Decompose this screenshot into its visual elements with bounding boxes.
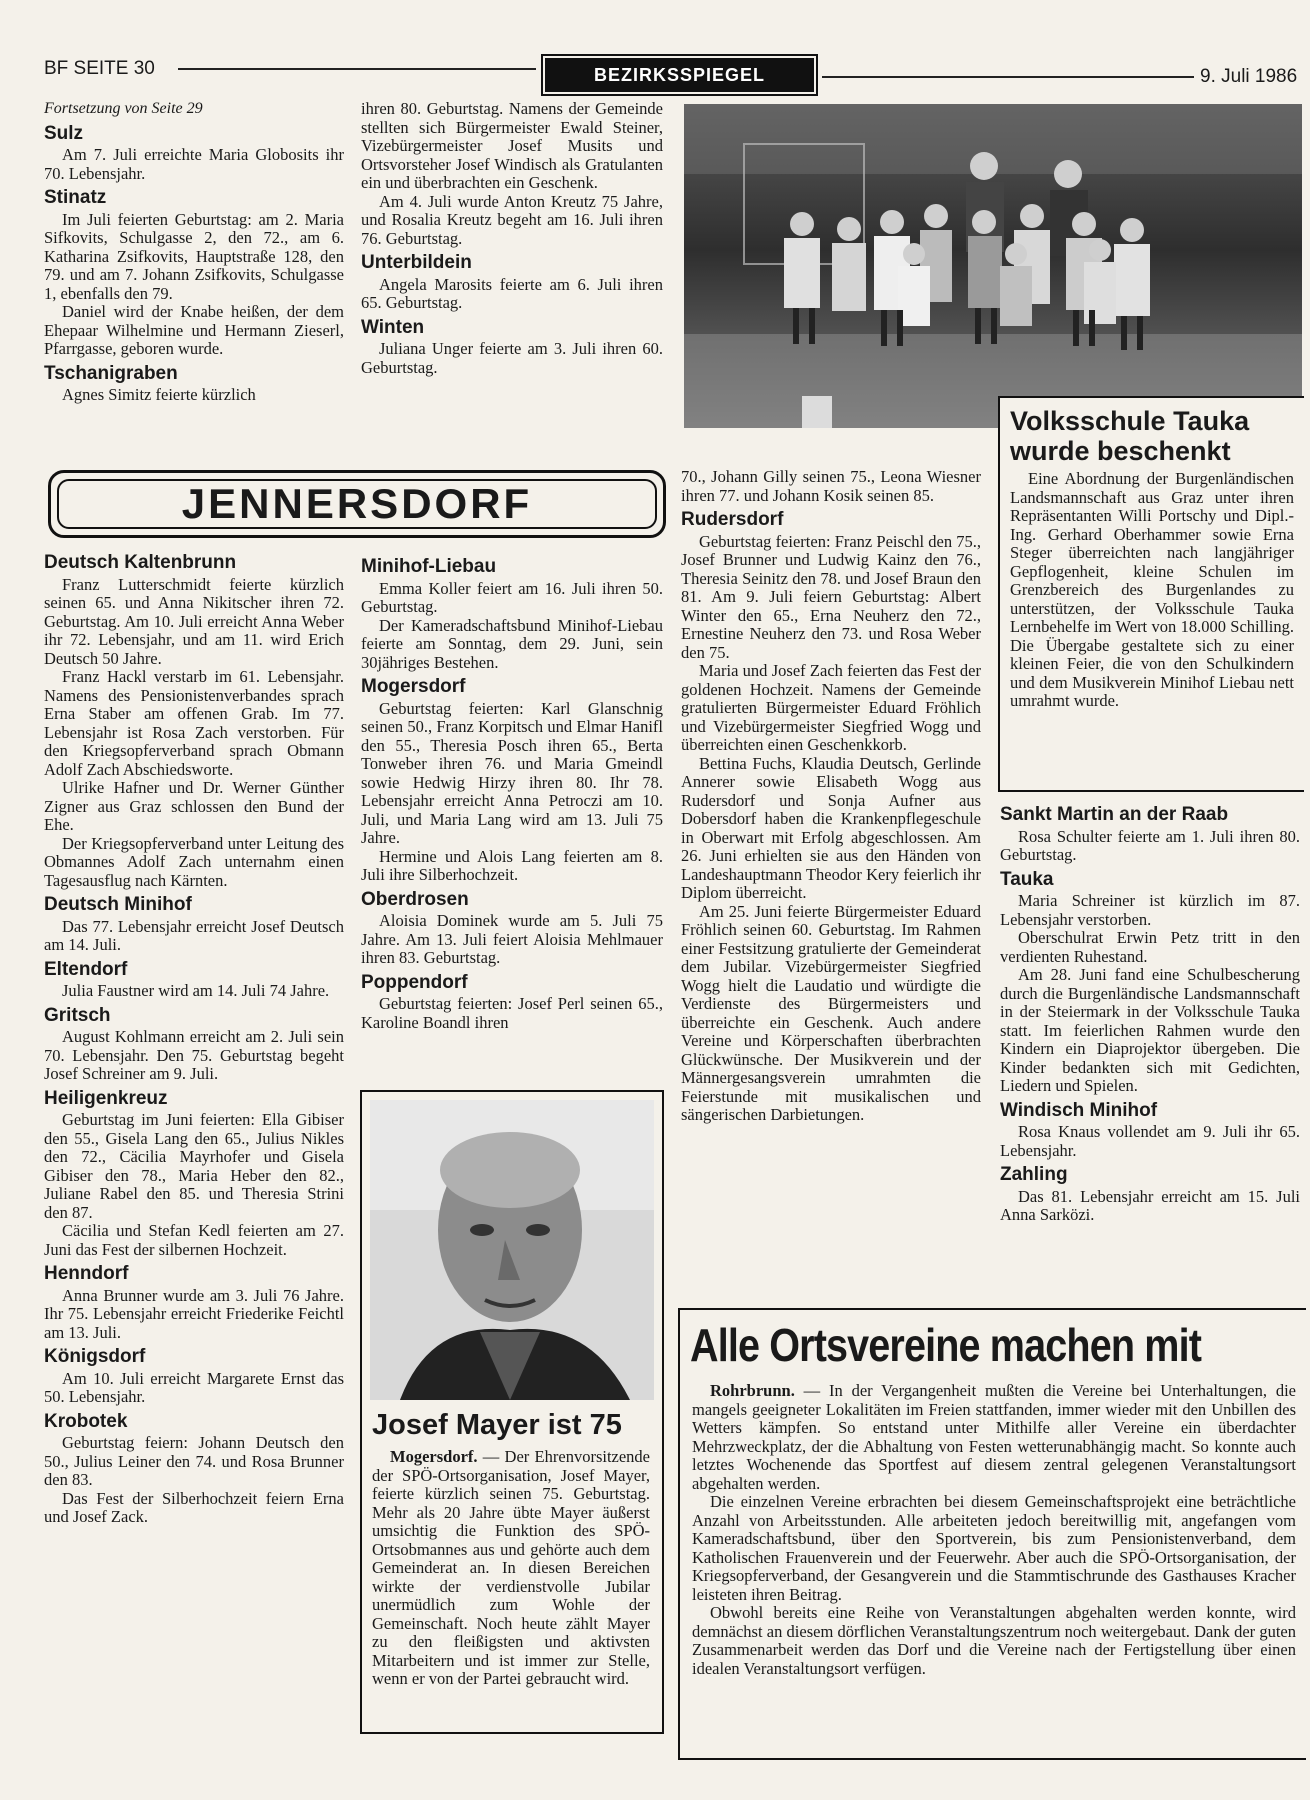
ortsvereine-lead: Rohrbrunn. (710, 1381, 795, 1400)
paragraph: Geburtstag feierten: Karl Glanschnig seinen 50., Franz Korpitsch und Elmar Hanifl den 55., Theresia Posch ihren 65., Berta Tonweber ihren 76. und Maria Gmeindl sowie Hedwig Hirzy ihren 80. Ihr 78. Lebensjahr erreicht Anna Petroczi am 10. Juli, und Maria Lang wird am 13. Juli 75 Jahre. (361, 698, 663, 847)
section-heading-windisch-minihof: Windisch Minihof (1000, 1099, 1158, 1121)
col2-sections (361, 558, 663, 1032)
section-heading-tschanigraben: Tschanigraben (44, 362, 178, 384)
col1-sections (44, 554, 344, 1527)
section-heading-sankt-martin-an-der-raab: Sankt Martin an der Raab (1000, 804, 1229, 825)
section-heading-sulz: Sulz (44, 122, 84, 144)
column-3 (681, 468, 981, 1125)
col3-sections (681, 468, 981, 1125)
page-number: BF SEITE 30 (44, 58, 155, 79)
paragraph: Im Juli feierten Geburtstag: am 2. Maria Sifkovits, Schulgasse 2, den 72., am 6. Katharina Zsifkovits, Hauptstraße 128, den 79. und am 7. Johann Zsifkovits, Schulgasse 1, ebenfalls den 79. (44, 209, 344, 303)
column-2 (361, 552, 663, 1032)
josef-mayer-portrait (370, 1100, 654, 1400)
tauka-title-1: Volksschule Tauka (1010, 406, 1250, 436)
section-heading-zahling: Zahling (1000, 1164, 1068, 1185)
column-4 (1000, 800, 1300, 1225)
paragraph: Der Kriegsopferverband unter Leitung des Obmannes Adolf Zach unternahm einen Tagesausflug nach Kärnten. (44, 833, 344, 890)
photo-graphic (684, 104, 1302, 428)
mayer-box (360, 1090, 664, 1734)
paragraph: Geburtstag feiern: Johann Deutsch den 50., Julius Leiner den 74. und Rosa Brunner den 83. (44, 1433, 344, 1489)
mayer-lead: Mogersdorf. (390, 1447, 478, 1466)
paragraph: Das 77. Lebensjahr erreicht Josef Deutsch am 14. Juli. (44, 916, 344, 954)
paragraph: Am 4. Juli wurde Anton Kreutz 75 Jahre, und Rosalia Kreutz begeht am 16. Juli ihren 76. Geburtstag. (361, 191, 663, 248)
paragraph: Am 28. Juni fand eine Schulbescherung durch die Burgenländische Landsmannschaft in der Steiermark in der Volksschule Tauka statt. Im feierlichen Rahmen wurde den Kindern ein Diaprojektor übergeben. Die Kinder bedankten sich mit Gedichten, Liedern und Spielen. (1000, 965, 1300, 1095)
portrait-graphic (370, 1100, 654, 1400)
col4-sections (1000, 806, 1300, 1225)
paragraph: Agnes Simitz feierte kürzlich (62, 385, 256, 404)
ortsvereine-p3: Obwohl bereits eine Reihe von Veranstaltungen abgehalten werden konnte, wird demnächst an diesem dörflichen Veranstaltungszentrum noch weitergebaut. Dank der guten Zusammenarbeit werden das Dorf und die Vereine nach der Fertigstellung über einen idealen Veranstaltungsort verfügen. (692, 1603, 1296, 1678)
mayer-text (372, 1448, 650, 1689)
paragraph: Aloisia Dominek wurde am 5. Juli 75 Jahre. Am 13. Juli feiert Aloisia Mehlmauer ihren 83. Geburtstag. (361, 911, 663, 967)
section-heading-krobotek: Krobotek (44, 1410, 128, 1432)
paragraph: Hermine und Alois Lang feierten am 8. Juli ihre Silberhochzeit. (361, 846, 663, 884)
section-heading-tauka: Tauka (1000, 868, 1054, 890)
header-rule-left (178, 68, 536, 70)
banner-inner-border (57, 479, 657, 529)
section-badge: BEZIRKSSPIEGEL (545, 58, 814, 92)
section-heading-rudersdorf: Rudersdorf (681, 509, 784, 530)
section-heading-minihof-liebau: Minihof-Liebau (361, 556, 497, 577)
section-heading-mogersdorf: Mogersdorf (361, 676, 466, 697)
paragraph: Am 25. Juni feierte Bürgermeister Eduard Fröhlich seinen 60. Geburtstag. Im Rahmen einer Festsitzung gratulierte der Gemeinderat dem Jubilar. Vizebürgermeister Siegfried Wogg hielt die Laudatio und würdigte die Verdienste des Bürgermeisters und überreichte ein Geschenk. Auch andere Vereine und Körperschaften überbrachten Glückwünsche. Der Musikverein und der Männergesangsverein umrahmten die Feierstunde mit musikalischen und sängerischen Darbietungen. (681, 901, 981, 1124)
section-heading-stinatz: Stinatz (44, 187, 107, 208)
paragraph: Franz Hackl verstarb im 61. Lebensjahr. Namens des Pensionistenverbandes sprach Erna Staber am offenen Grab. Im 77. Lebensjahr ist Rosa Zach verstorben. Für den Kriegsopferverband sprach Obmann Adolf Zach Abschiedsworte. (44, 667, 344, 779)
jennersdorf-title: JENNERSDORF (181, 480, 533, 527)
tauka-text (1010, 470, 1294, 711)
jennersdorf-banner (48, 470, 666, 538)
column-b (361, 100, 663, 377)
paragraph: Julia Faustner wird am 14. Juli 74 Jahre. (62, 981, 330, 1000)
paragraph: Geburtstag im Juni feierten: Ella Gibiser den 55., Gisela Lang den 65., Julius Nikles den 72., Cäcilia Mayrhofer und Gisela Gibiser den 78., Maria Heber den 82., Juliane Rabel den 85. und Theresia Strini den 87. (44, 1110, 344, 1222)
section-heading-gritsch: Gritsch (44, 1004, 111, 1026)
ortsvereine-box (678, 1308, 1306, 1760)
ortsvereine-text (692, 1382, 1296, 1678)
section-heading-heiligenkreuz: Heiligenkreuz (44, 1087, 168, 1109)
paragraph: Maria und Josef Zach feierten das Fest der goldenen Hochzeit. Namens der Gemeinde gratulierten Bürgermeister Eduard Fröhlich und Vizebürgermeister Siegfried Wogg und überreichten einen Geschenkkorb. (681, 661, 981, 754)
colA-sections (44, 122, 344, 405)
paragraph: Ulrike Hafner und Dr. Werner Günther Zigner aus Graz schlossen den Bund der Ehe. (44, 778, 344, 834)
section-heading-poppendorf: Poppendorf (361, 971, 468, 993)
paragraph: Franz Lutterschmidt feierte kürzlich seinen 65. und Anna Nikitscher ihren 72. Geburtstag. Am 10. Juli erreicht Anna Weber ihr 72. Lebensjahr, und am 11. wird Erich Deutsch 50 Jahre. (44, 574, 344, 668)
column-a (44, 100, 344, 405)
section-heading-königsdorf: Königsdorf (44, 1346, 146, 1367)
issue-date: 9. Juli 1986 (1200, 66, 1298, 87)
paragraph: Angela Marosits feierte am 6. Juli ihren 65. Geburtstag. (361, 274, 663, 312)
section-heading-winten: Winten (361, 316, 425, 338)
ortsvereine-p2: Die einzelnen Vereine erbrachten bei diesem Gemeinschaftsprojekt eine beträchtliche Anzahl von Arbeitsstunden. Alle arbeiteten jedoch bereitwillig mit, angefangen vom Kameradschaftsbund, über den Sportverein, bis zum Pensionistenverband, dem Katholischen Frauenverein und der Feuerwehr. Aber auch die SPÖ-Ortsorganisation, der Kriegsopferverband, der Gesangverein und die Stammtischrunde des Gasthauses Kracher leisteten ihren Beitrag. (692, 1492, 1296, 1604)
paragraph: Am 10. Juli erreicht Margarete Ernst das 50. Lebensjahr. (44, 1368, 344, 1406)
mayer-title: Josef Mayer ist 75 (372, 1409, 622, 1441)
ortsvereine-p1: — In der Vergangenheit mußten die Vereine bei Unterhaltungen, die mangels geeigneter Lokalitäten im Freien stattfanden, immer wieder mit den Unbillen des Wetters kämpfen. So entstand unter Mithilfe aller Vereine ein überdachter Mehrzweckplatz, der die Abhaltung von Festen wetterunabhängig macht. So konnte auch letztes Wochenende das Sportfest auf diesem zentral gelegenen Veranstaltungsort abgehalten werden. (692, 1381, 1296, 1493)
section-heading-henndorf: Henndorf (44, 1263, 129, 1284)
section-heading-deutsch-minihof: Deutsch Minihof (44, 894, 192, 915)
paragraph: Geburtstag feierten: Josef Perl seinen 65., Karoline Boandl ihren (361, 994, 663, 1032)
tauka-box (998, 396, 1304, 792)
section-heading-eltendorf: Eltendorf (44, 958, 128, 980)
paragraph: Emma Koller feiert am 16. Juli ihren 50. Geburtstag. (361, 578, 663, 616)
paragraph: Oberschulrat Erwin Petz tritt in den verdienten Ruhestand. (1000, 928, 1300, 966)
column-1 (44, 548, 344, 1527)
tauka-paragraph: Eine Abordnung der Burgenländischen Landsmannschaft aus Graz unter ihren Repräsentanten Willi Portschy und Dipl.-Ing. Gerhard Oberhammer sowie Erna Steger überreichten nach langjähriger Gepflogenheit, kleine Schulen im Grenzbereich des Burgenlandes zu unterstützen, der Volksschule Tauka Lernbehelfe im Wert von 18.000 Schilling. Die Übergabe gestaltete sich zu einer kleinen Feier, die von den Schulkindern und dem Musikverein Minihof Liebau nett umrahmt wurde. (1010, 469, 1294, 710)
paragraph: Rosa Schulter feierte am 1. Juli ihren 80. Geburtstag. (1000, 826, 1300, 864)
paragraph: ihren 80. Geburtstag. Namens der Gemeinde stellten sich Bürgermeister Ewald Steiner, Vizebürgermeister Josef Musits und Ortsvorsteher Josef Windisch als Gratulanten ein und überbrachten ein Geschenk. (361, 99, 663, 192)
paragraph: Anna Brunner wurde am 3. Juli 76 Jahre. Ihr 75. Lebensjahr erreicht Friederike Feichtl am 13. Juli. (44, 1285, 344, 1342)
tauka-title-2: wurde beschenkt (1010, 436, 1231, 466)
paragraph: Cäcilia und Stefan Kedl feierten am 27. Juni das Fest der silbernen Hochzeit. (44, 1221, 344, 1259)
continuation-note: Fortsetzung von Seite 29 (44, 100, 203, 117)
colB-sections (361, 100, 663, 377)
paragraph: Maria Schreiner ist kürzlich im 87. Lebensjahr verstorben. (1000, 891, 1300, 929)
paragraph: Das 81. Lebensjahr erreicht am 15. Juli Anna Sarközi. (1000, 1186, 1300, 1224)
paragraph: Das Fest der Silberhochzeit feiern Erna und Josef Zack. (44, 1488, 344, 1526)
paragraph: Bettina Fuchs, Klaudia Deutsch, Gerlinde Annerer sowie Elisabeth Wogg aus Rudersdorf und Sonja Aufner aus Dobersdorf haben die Krankenpflegeschule in Oberwart mit Erfolg abgeschlossen. Am 26. Juni erhielten sie aus den Händen von Landeshauptmann Theodor Kery feierlich ihr Diplom überreicht. (681, 753, 981, 902)
school-children-photo (684, 104, 1302, 428)
paragraph: August Kohlmann erreicht am 2. Juli sein 70. Lebensjahr. Den 75. Geburtstag begeht Josef Schreiner am 9. Juli. (44, 1027, 344, 1083)
paragraph: Der Kameradschaftsbund Minihof-Liebau feierte am Sonntag, dem 29. Juni, sein 30jähriges Bestehen. (361, 615, 663, 672)
section-heading-unterbildein: Unterbildein (361, 252, 472, 273)
paragraph: Daniel wird der Knabe heißen, der dem Ehepaar Wilhelmine und Hermann Zieserl, Pfarrgasse, geboren wurde. (44, 302, 344, 358)
paragraph: Rosa Knaus vollendet am 9. Juli ihr 65. Lebensjahr. (1000, 1122, 1300, 1160)
paragraph: Juliana Unger feierte am 3. Juli ihren 60. Geburtstag. (361, 339, 663, 377)
section-heading-oberdrosen: Oberdrosen (361, 888, 469, 910)
ortsvereine-title: Alle Ortsvereine machen mit (690, 1319, 1202, 1371)
paragraph: Am 7. Juli erreichte Maria Globosits ihr 70. Lebensjahr. (44, 145, 344, 183)
header-rule-right (822, 76, 1194, 78)
section-heading-deutsch-kaltenbrunn: Deutsch Kaltenbrunn (44, 552, 237, 573)
paragraph: Geburtstag feierten: Franz Peischl den 75., Josef Brunner und Ludwig Kainz den 76., Theresia Seinitz den 78. und Josef Braun den 81. Am 9. Juli feiern Geburtstag: Albert Winter den 65., Erna Neuherz den 72., Ernestine Neuherz den 73. und Rosa Weber den 75. (681, 531, 981, 662)
paragraph: 70., Johann Gilly seinen 75., Leona Wiesner ihren 77. und Johann Kosik seinen 85. (681, 467, 981, 505)
mayer-body: — Der Ehrenvorsitzende der SPÖ-Ortsorganisation, Josef Mayer, feierte kürzlich seinen 75. Geburtstag. Mehr als 20 Jahre übte Mayer äußerst umsichtig die Funktion des SPÖ-Ortsobmannes aus und gehörte auch dem Gemeinderat an. In diesen Bereichen wirkte der verdienstvolle Jubilar unermüdlich zum Wohle der Gemeinschaft. Noch heute zählt Mayer zu den fleißigsten und aktivsten Mitarbeitern und ist immer zur Stelle, wenn er von der Partei gebraucht wird. (372, 1447, 650, 1688)
